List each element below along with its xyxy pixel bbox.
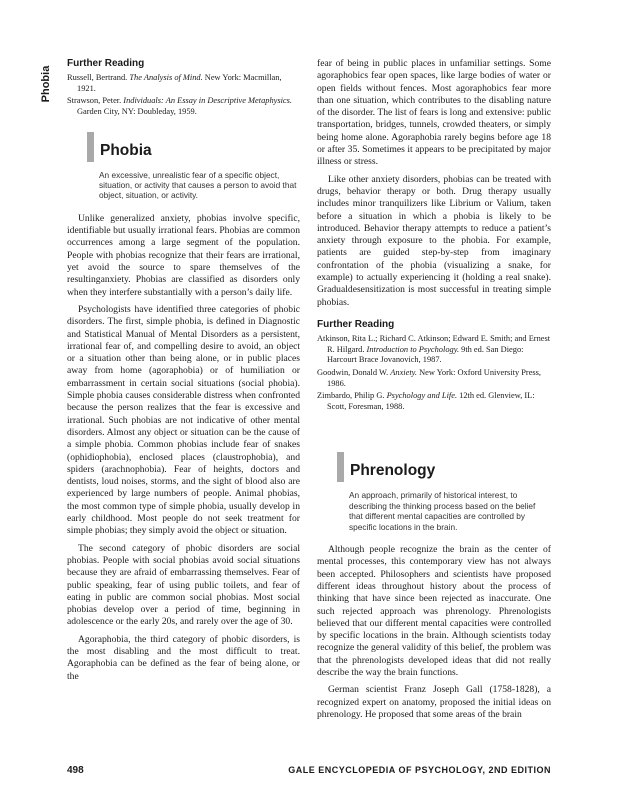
entry-marker-bar xyxy=(87,132,94,162)
reference-item: Goodwin, Donald W. Anxiety. New York: Oxford University Press, 1986. xyxy=(317,368,542,388)
running-head-tab xyxy=(38,58,54,118)
entry-title: Phrenology xyxy=(350,462,436,480)
entry-phobia xyxy=(67,132,300,201)
reference-item: Strawson, Peter. Individuals: An Essay in Descriptive Metaphysics. Garden City, NY: Doubleday, 1959. xyxy=(67,96,293,117)
entry-marker-bar xyxy=(337,452,344,482)
body-paragraph: Although people recognize the brain as the center of mental processes, this contemporary view has not always been accepted. Philosophers and scientists have proposed different ideas throughout history about the process of thinking that have since been rejected as inaccurate. One such rejected approach was phrenology. Phrenologists believed that our different mental capacities were controlled by specific locations in the brain. Although scientists today recognize the general validity of this belief, the problem was that the phrenologists developed ideas that did not really describe the way the brain functions. xyxy=(317,544,551,678)
reference-item: Atkinson, Rita L.; Richard C. Atkinson; Edward E. Smith; and Ernest R. Hilgard. Introduction to Psychology. 9th ed. San Diego: Harcourt Brace Jovanovich, 1987. xyxy=(317,334,551,365)
entry-phrenology xyxy=(317,452,551,532)
body-paragraph: Unlike generalized anxiety, phobias involve specific, identifiable but usually irrational fears. Phobias are common occurrences among a large segment of the population. People with phobias recognize that their fears are irrational, yet avoid the source to spare themselves of the resultinganxiety. Phobias are classified as disorders only when they interfere substantially with a person’s daily life. xyxy=(67,212,300,298)
running-head-label: Phobia xyxy=(40,65,52,103)
footer-book-title: GALE ENCYCLOPEDIA OF PSYCHOLOGY, 2ND EDITION xyxy=(288,765,551,775)
further-reading-heading: Further Reading xyxy=(317,318,395,330)
reference-item: Zimbardo, Philip G. Psychology and Life. 12th ed. Glenview, IL: Scott, Foresman, 1988. xyxy=(317,391,535,411)
left-column xyxy=(67,58,300,683)
reference-item: Russell, Bertrand. The Analysis of Mind. New York: Macmillan, 1921. xyxy=(67,73,282,93)
body-paragraph: Agoraphobia, the third category of phobic disorders, is the most disabling and the most difficult to treat. Agoraphobia can be defined as the fear of being alone, or the xyxy=(67,633,300,682)
body-paragraph: German scientist Franz Joseph Gall (1758-1828), a recognized expert on anatomy, proposed the initial ideas on phrenology. He proposed that some areas of the brain xyxy=(317,684,551,720)
entry-definition: An excessive, unrealistic fear of a specific object, situation, or activity that causes a person to avoid that object, situation, or activity. xyxy=(99,169,297,201)
right-column xyxy=(317,58,551,721)
entry-definition: An approach, primarily of historical interest, to describing the thinking process based on the belief that different mental capacities are controlled by specific locations in the brain. xyxy=(349,490,536,532)
body-paragraph: The second category of phobic disorders are social phobias. People with social phobias avoid social situations because they are afraid of embarrassing themselves. Fear of public speaking, fear of using public toilets, and fear of eating in public are common social phobias. Most social phobias develop over a period of time, beginning in adolescence or the early 20s, and rarely over the age of 30. xyxy=(67,542,300,628)
body-paragraph: Like other anxiety disorders, phobias can be treated with drugs, behavior therapy or both. Drug therapy usually includes minor tranquilizers like Librium or Valium, taken before a situation in which a phobia is likely to be introduced. Behavior therapy attempts to reduce a patient’s anxiety through exposure to the phobia. For example, patients are guided step-by-step from imaginary confrontation of the phobia (visualizing a snake, for example) to actually experiencing it (holding a real snake). Gradualdesensitization is most successful in treating simple phobias. xyxy=(317,173,551,308)
body-paragraph: fear of being in public places in unfamiliar settings. Some agoraphobics fear open spaces, like large bodies of water or open fields without fences. Most agoraphobics fear more than one situation, which contributes to the disabling nature of the disorder. The list of fears is long and extensive: public transportation, bridges, tunnels, crowded theaters, or simply being home alone. Agoraphobia rarely begins before age 18 or after 35. Sometimes it appears to be precipitated by major illness or stress. xyxy=(317,58,551,168)
body-paragraph: Psychologists have identified three categories of phobic disorders. The first, simple phobia, is defined in Diagnostic and Statistical Manual of Mental Disorders as a persistent, irrational fear of, and compelling desire to avoid, an object or a situation other than being alone, or in public places away from home (agoraphobia) or of humiliation or embarrassment in certain social situations (social phobia). Simple phobia causes considerable distress when confronted because the person realizes that the fear is excessive and irrational. Such phobias are not indicative of other mental disorders. Almost any object or situation can be the cause of a simple phobia. Common phobias include fear of snakes (ophidiophobia), enclosed places (claustrophobia), and spiders (arachnophobia). Fear of heights, doctors and dentists, loud noises, storms, and the sight of blood also are experienced by large numbers of people. Animal phobias, the most common type of simple phobia, usually develop in early childhood. Most people do not seek treatment for simple phobias; they simply avoid the object or situation. xyxy=(67,303,300,537)
page-number: 498 xyxy=(67,765,84,776)
entry-title: Phobia xyxy=(100,141,152,159)
further-reading-heading: Further Reading xyxy=(67,58,145,69)
